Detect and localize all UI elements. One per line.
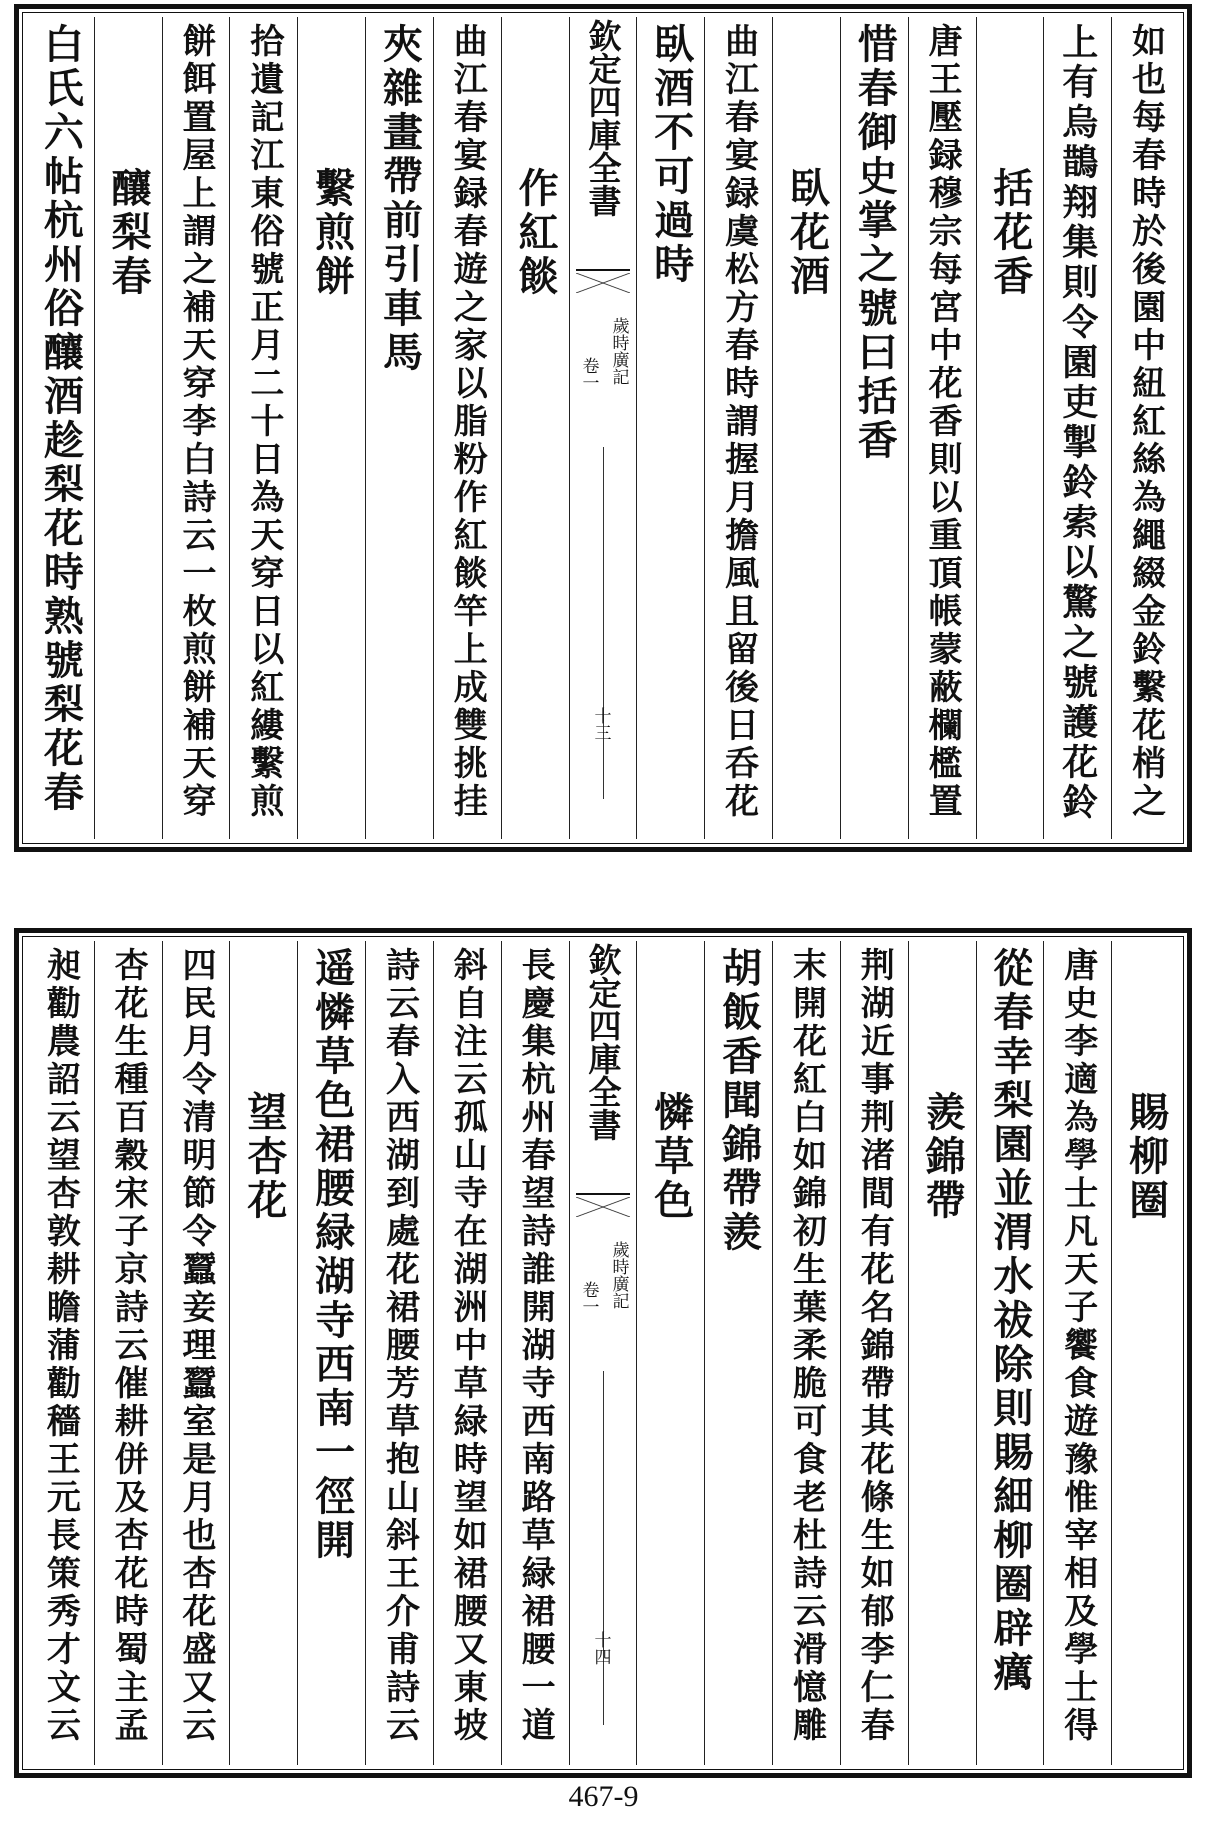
- text-column: [908, 17, 976, 839]
- entry-heading: 羨錦帶: [919, 1091, 967, 1223]
- column-text: 曲江春宴録虞松方春時謂握月擔風且留後日呑花: [718, 23, 759, 821]
- book-series-title: 欽定四庫全書: [583, 943, 623, 1141]
- text-column: [433, 941, 501, 1765]
- column-text: 唐史李適為學士凡天子饗食遊豫惟宰相及學士得: [1057, 947, 1098, 1745]
- page-number: 十三: [590, 707, 611, 741]
- text-column: [704, 941, 772, 1765]
- heading-column: [908, 941, 976, 1765]
- folio-number: 467-9: [568, 1780, 639, 1813]
- text-column: [840, 17, 908, 839]
- text-column: [1043, 17, 1111, 839]
- column-text: 詩云春入西湖到處花裙腰芳草抱山斜王介甫詩云: [379, 947, 420, 1745]
- column-text: 胡飯香聞錦帶羨: [715, 947, 763, 1255]
- book-title: 歲時廣記: [608, 317, 629, 385]
- bottom-page: [14, 928, 1192, 1778]
- top-page-columns: [27, 17, 1179, 839]
- entry-heading: 釀梨春: [105, 167, 153, 299]
- entry-heading: 臥花酒: [783, 167, 831, 299]
- column-text: 曲江春宴録春遊之家以脂粉作紅餤竿上成雙挑挂: [447, 23, 488, 821]
- center-fold: [569, 17, 637, 839]
- text-column: [704, 17, 772, 839]
- entry-heading: 括花香: [986, 167, 1034, 299]
- heading-column: [229, 941, 297, 1765]
- column-text: 荆湖近事荆渚間有花名錦帶其花條生如郁李仁春: [854, 947, 895, 1745]
- heading-column: [501, 17, 569, 839]
- center-rule: [603, 447, 604, 799]
- text-column: [976, 941, 1044, 1765]
- book-series-title: 欽定四庫全書: [583, 19, 623, 217]
- text-column: [297, 941, 365, 1765]
- column-text: 長慶集杭州春望詩誰開湖寺西南路草緑裙腰一道: [515, 947, 556, 1745]
- text-column: [229, 17, 297, 839]
- heading-column: [1111, 941, 1179, 1765]
- bottom-page-columns: [27, 941, 1179, 1765]
- entry-heading: 賜柳圈: [1122, 1091, 1170, 1223]
- text-column: [772, 941, 840, 1765]
- text-column: [1111, 17, 1179, 839]
- column-text: 四民月令清明節令蠶妾理蠶室是月也杏花盛又云: [175, 947, 216, 1745]
- center-fold: [569, 941, 637, 1765]
- entry-heading: 望杏花: [240, 1091, 288, 1223]
- entry-heading: 作紅餤: [512, 167, 560, 299]
- heading-column: [297, 17, 365, 839]
- entry-heading: 繫煎餅: [308, 167, 356, 299]
- fish-tail-mark: [576, 1193, 631, 1223]
- page-number: 十四: [590, 1631, 611, 1665]
- text-column: [94, 941, 162, 1765]
- book-title: 歲時廣記: [608, 1241, 629, 1309]
- center-rule: [603, 1371, 604, 1725]
- text-column: [27, 17, 94, 839]
- column-text: 夾雜畫帶前引車馬: [376, 23, 424, 375]
- heading-column: [94, 17, 162, 839]
- top-page: [14, 4, 1192, 852]
- text-column: [433, 17, 501, 839]
- text-column: [162, 941, 230, 1765]
- text-column: [636, 17, 704, 839]
- column-text: 上有烏鵲翔集則令園吏掣鈴索以驚之號護花鈴: [1056, 23, 1099, 823]
- column-text: 拾遺記江東俗號正月二十日為天穿日以紅縷繫煎: [243, 23, 284, 821]
- column-text: 遥憐草色裙腰緑湖寺西南一徑開: [308, 947, 356, 1563]
- column-text: 杏花生種百穀宋子京詩云催耕併及杏花時蜀主孟: [108, 947, 149, 1745]
- text-column: [365, 17, 433, 839]
- column-text: 如也每春時於後園中紐紅絲為繩綴金鈴繫花梢之: [1125, 23, 1166, 821]
- text-column: [1043, 941, 1111, 1765]
- text-column: [27, 941, 94, 1765]
- column-text: 從春幸梨園並渭水祓除則賜細柳圈辟癘: [986, 947, 1034, 1695]
- column-text: 末開花紅白如錦初生葉柔脆可食老杜詩云滑憶雕: [786, 947, 827, 1745]
- juan-number: 卷一: [578, 357, 599, 391]
- heading-column: [636, 941, 704, 1765]
- column-text: 臥酒不可過時: [647, 23, 695, 287]
- text-column: [162, 17, 230, 839]
- text-column: [365, 941, 433, 1765]
- column-text: 唐王壓録穆宗每宮中花香則以重頂帳蒙蔽欄檻置: [922, 23, 963, 821]
- column-text: 惜春御史掌之號曰括香: [851, 23, 899, 463]
- column-text: 白氏六帖杭州俗釀酒趁梨花時熟號梨花春: [37, 23, 85, 815]
- text-column: [501, 941, 569, 1765]
- heading-column: [772, 17, 840, 839]
- fish-tail-mark: [576, 269, 631, 299]
- column-text: 餅餌置屋上謂之補天穿李白詩云一枚煎餅補天穿: [175, 23, 216, 821]
- column-text: 昶勸農詔云望杏敦耕瞻蒲勸穡王元長策秀才文云: [40, 947, 81, 1745]
- text-column: [840, 941, 908, 1765]
- entry-heading: 憐草色: [647, 1091, 695, 1223]
- heading-column: [976, 17, 1044, 839]
- juan-number: 卷一: [578, 1281, 599, 1315]
- column-text: 斜自注云孤山寺在湖洲中草緑時望如裙腰又東坡: [447, 947, 488, 1745]
